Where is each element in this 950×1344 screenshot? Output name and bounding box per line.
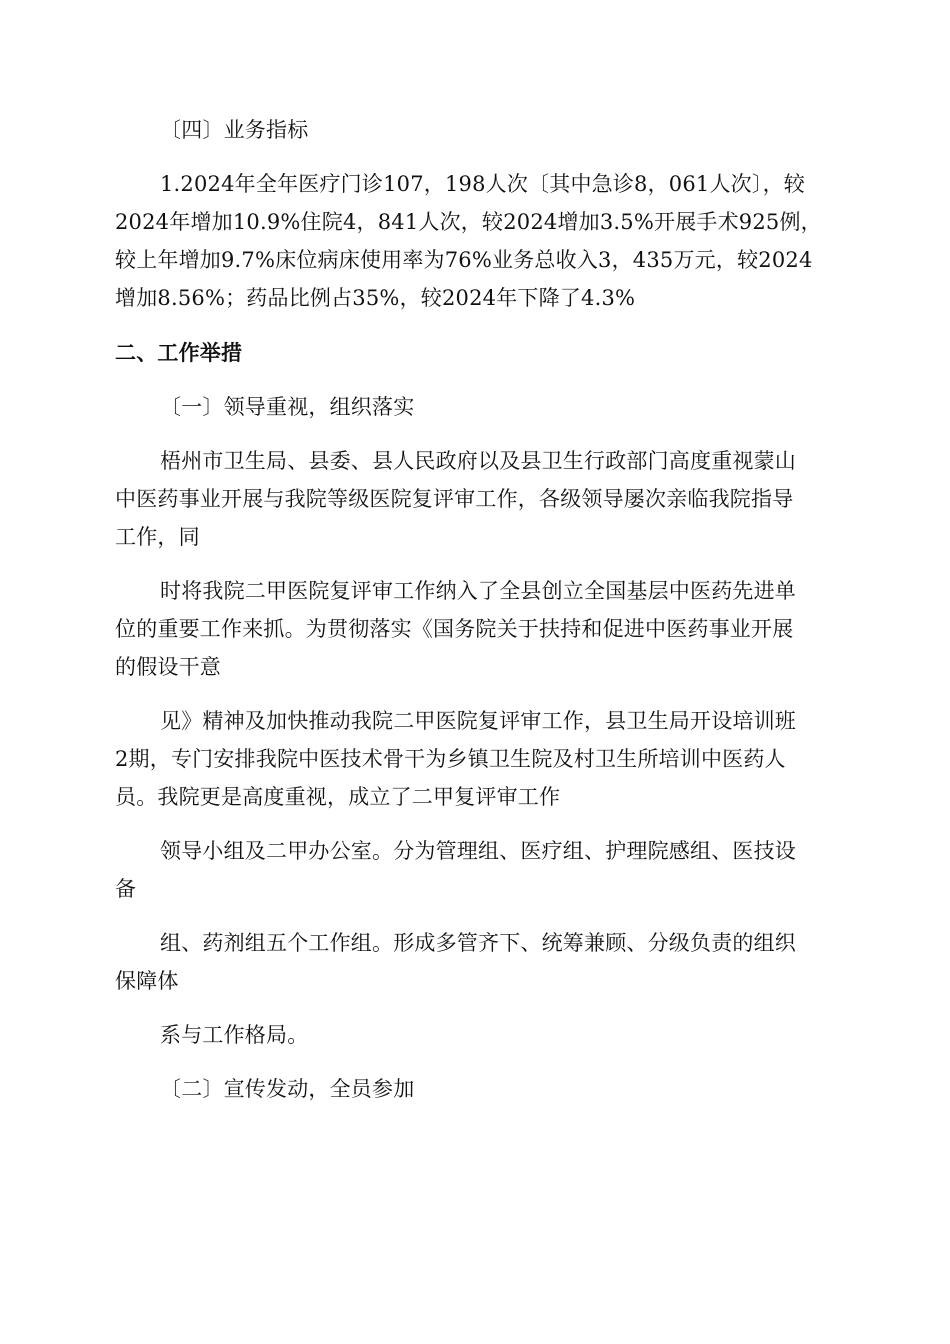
paragraph-line: 见》精神及加快推动我院二甲医院复评审工作，县卫生局开设培训班 [160, 709, 796, 733]
paragraph-line: 中医药事业开展与我院等级医院复评审工作，各级领导屡次亲临我院指导 [115, 487, 794, 511]
paragraph-line: 领导小组及二甲办公室。分为管理组、医疗组、护理院感组、医技设 [160, 839, 796, 863]
paragraph-line: 较上年增加9.7%床位病床使用率为76%业务总收入3，435万元，较2024 [115, 248, 813, 272]
paragraph-line: 2024年增加10.9%住院4，841人次，较2024增加3.5%开展手术925例， [115, 210, 822, 234]
paragraph-line: 梧州市卫生局、县委、县人民政府以及县卫生行政部门高度重视蒙山 [160, 449, 796, 473]
paragraph-line: 时将我院二甲医院复评审工作纳入了全县创立全国基层中医药先进单 [160, 579, 796, 603]
paragraph-line: 员。我院更是高度重视，成立了二甲复评审工作 [115, 785, 561, 809]
subsection-2-title: 〔二〕宣传发动，全员参加 [160, 1077, 415, 1101]
section-4-title: 〔四〕业务指标 [160, 118, 309, 142]
paragraph-line: 2期，专门安排我院中医技术骨干为乡镇卫生院及村卫生所培训中医药人 [115, 747, 786, 771]
paragraph-line: 保障体 [115, 969, 179, 993]
section-heading-2: 二、工作举措 [115, 340, 243, 365]
paragraph-line: 组、药剂组五个工作组。形成多管齐下、统筹兼顾、分级负责的组织 [160, 931, 796, 955]
paragraph-line: 系与工作格局。 [160, 1023, 309, 1047]
paragraph-line: 的假设干意 [115, 655, 221, 679]
paragraph-line: 备 [115, 877, 137, 901]
paragraph-line: 1.2024年全年医疗门诊107，198人次〔其中急诊8，061人次〕，较 [160, 172, 805, 196]
paragraph-line: 工作，同 [115, 525, 200, 549]
paragraph-line: 增加8.56%；药品比例占35%，较2024年下降了4.3% [115, 286, 636, 310]
subsection-1-title: 〔一〕领导重视，组织落实 [160, 395, 415, 419]
paragraph-line: 位的重要工作来抓。为贯彻落实《国务院关于扶持和促进中医药事业开展 [115, 617, 794, 641]
